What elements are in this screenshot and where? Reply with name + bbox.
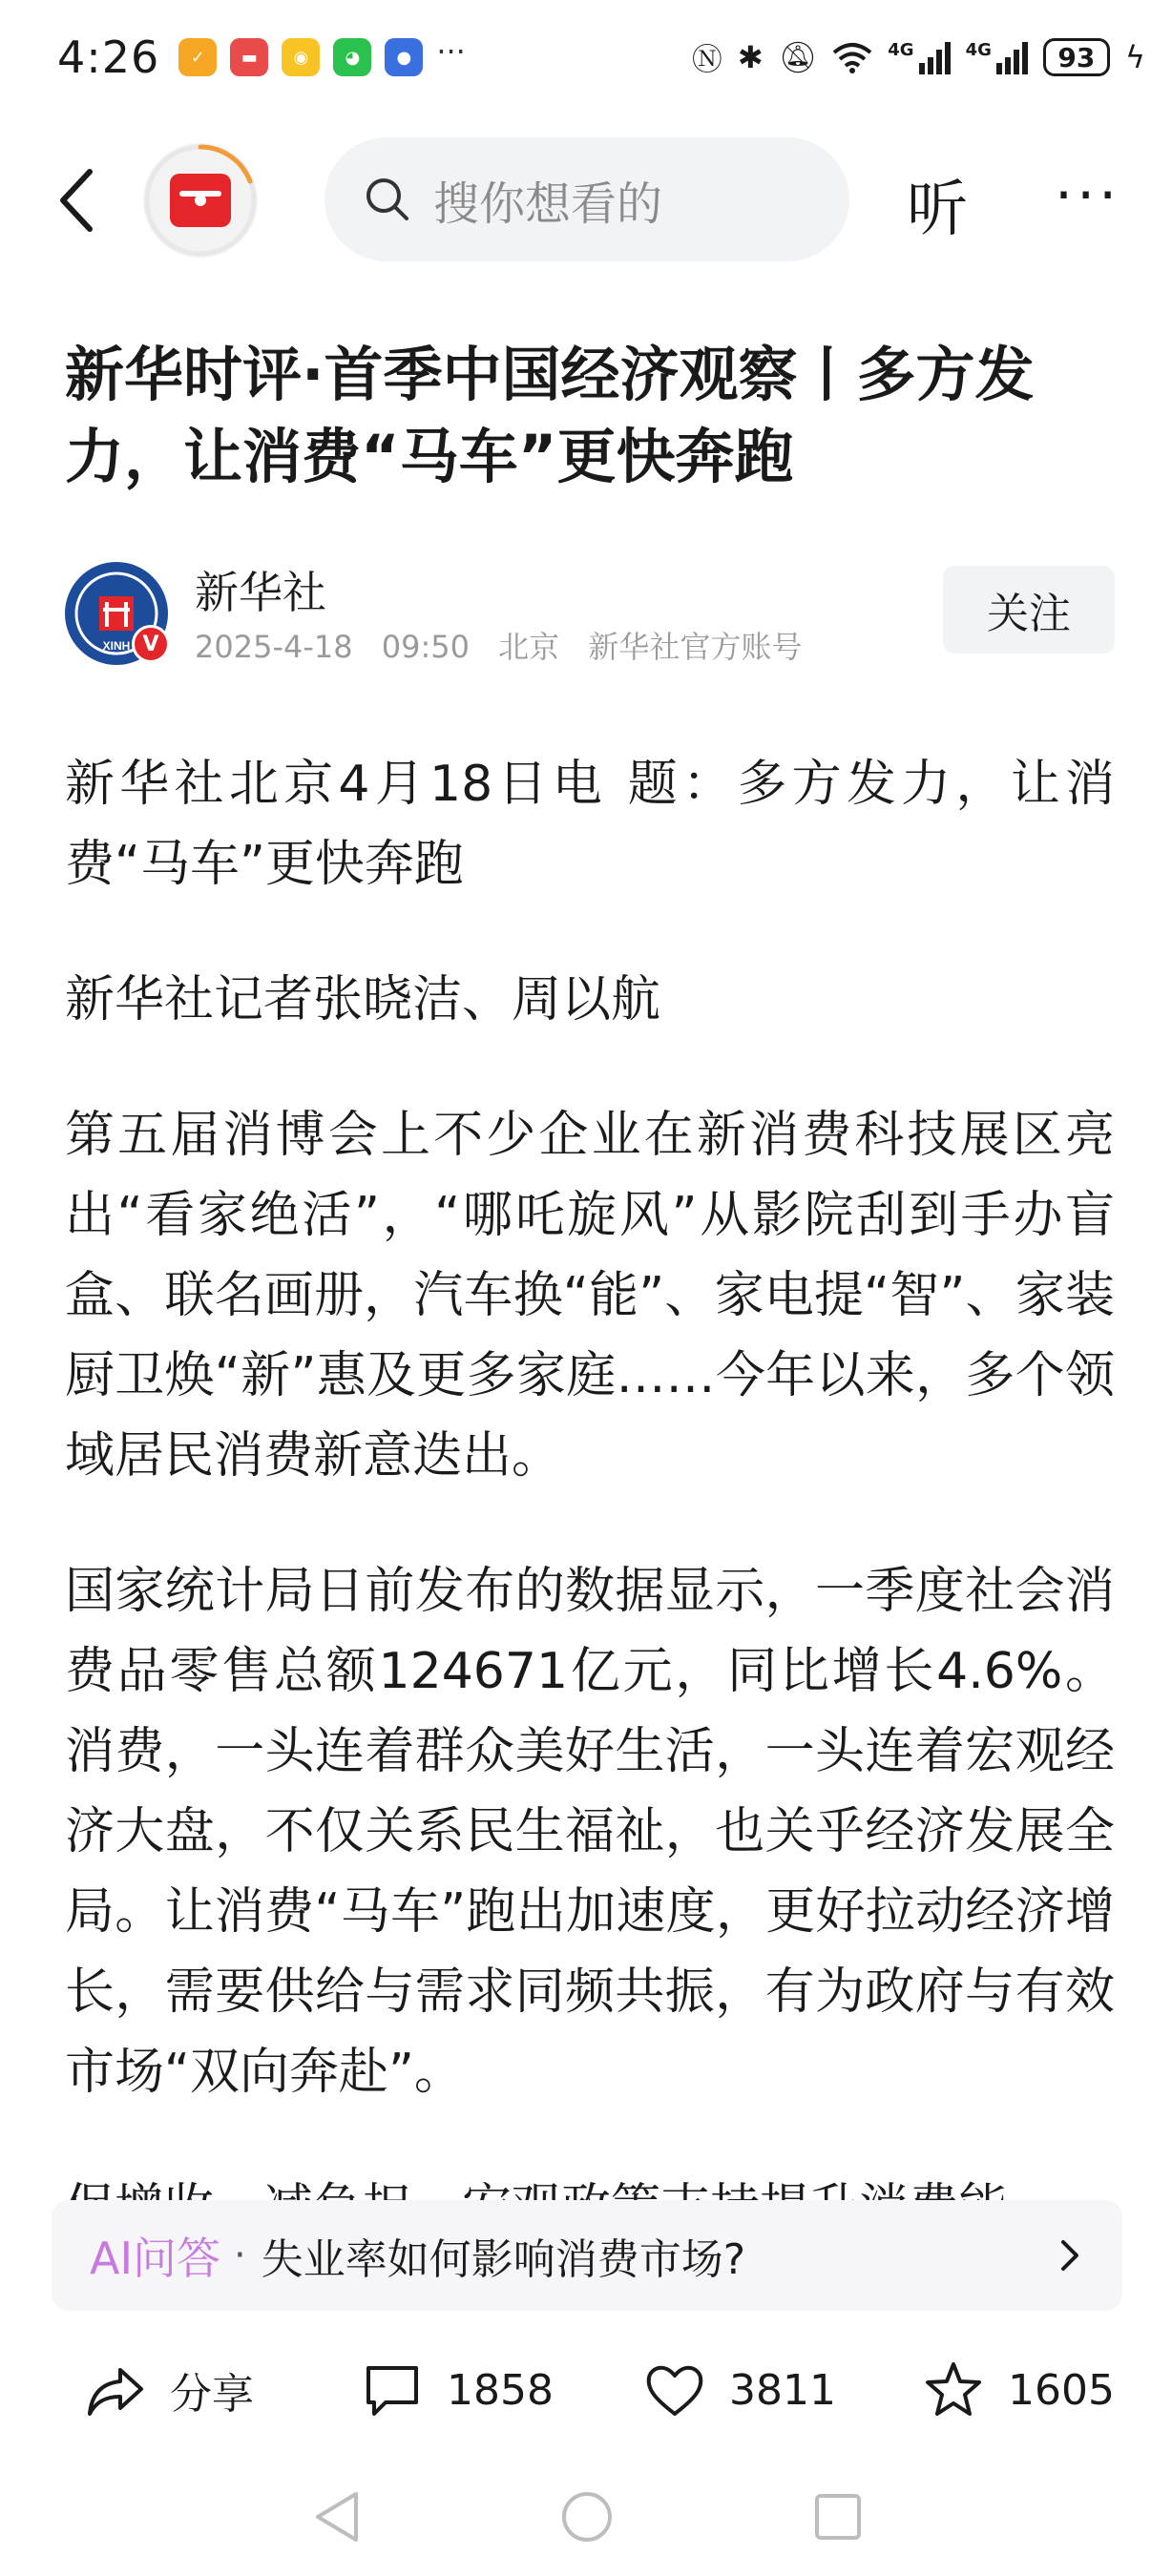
avatar-text: XINH [102,639,131,653]
listen-button[interactable]: 听 [907,175,968,245]
notification-app-icons [178,38,423,76]
network-type-2: 4G [965,40,992,60]
like-count: 3811 [729,2365,836,2415]
signal-strength-icon-2 [966,40,1028,74]
weibo-app-icon: ◉ [282,38,320,76]
charging-icon: ϟ [1124,39,1145,75]
nfc-icon: Ⓝ [691,41,722,77]
article-paragraph: 第五届消博会上不少企业在新消费科技展区亮出“看家绝活”，“哪吒旋风”从影院刮到手办盲盒、联名画册，汽车换“能”、家电提“智”、家装厨卫焕“新”惠及更多家庭……今年以来，多个领域居民消费新意迭出。 [65,1107,1115,1485]
article-paragraph: 国家统计局日前发布的数据显示，一季度社会消费品零售总额124671亿元，同比增长4.6%。消费，一头连着群众美好生活，一头连着宏观经济大盘，不仅关系民生福祉，也关乎经济发展全局。让消费“马车”跑出加速度，更好拉动经济增长，需要供给与需求同频共振，有为政府与有效市场“双向奔赴”。 [65,1563,1115,2101]
follow-button[interactable]: 关注 [943,566,1115,654]
author-row [65,558,1115,673]
comment-icon [361,2358,424,2421]
search-icon [363,175,412,224]
ai-label: AI问答 [90,2233,221,2284]
bluetooth-icon: ✱ [737,39,764,75]
nav-home-icon[interactable] [558,2488,616,2545]
top-nav-bar [0,134,1172,267]
star-icon [922,2358,985,2421]
task-app-icon: ✓ [178,38,217,76]
author-meta [195,623,821,667]
ai-question-text: 失业率如何影响消费市场? [261,2235,746,2284]
wifi-icon [832,41,872,73]
publish-location: 北京 [498,629,560,665]
nav-recents-icon[interactable] [811,2488,865,2545]
status-time: 4:26 [57,31,160,83]
search-placeholder: 搜你想看的 [433,177,663,231]
share-label: 分享 [170,2370,254,2419]
blue-app-icon: ● [385,38,423,76]
favorite-button[interactable] [922,2333,1115,2447]
author-name[interactable]: 新华社 [195,567,326,618]
status-more-indicator: ··· [436,33,466,70]
more-options-button[interactable]: ··· [1055,162,1121,229]
network-type-1: 4G [888,40,914,60]
huawei-app-icon: ▬ [230,38,268,76]
verified-badge-icon: V [132,625,170,663]
wechat-app-icon: ◕ [333,38,371,76]
heart-icon [643,2358,706,2421]
favorite-count: 1605 [1008,2365,1115,2415]
red-packet-icon [170,174,231,227]
publish-date: 2025-4-18 [195,629,353,665]
back-arrow-icon[interactable] [50,166,107,235]
search-input[interactable] [324,137,849,261]
like-button[interactable] [643,2333,836,2447]
publish-time: 09:50 [381,629,470,665]
nav-back-icon[interactable] [310,2488,364,2545]
account-type: 新华社官方账号 [588,629,803,665]
signal-strength-icon-1 [888,40,950,74]
chevron-right-icon [1056,2236,1084,2275]
mute-icon: 🔕︎ [778,39,818,75]
ai-question-bar[interactable] [52,2200,1122,2311]
system-navigation-bar [0,2471,1172,2576]
share-icon [84,2358,147,2421]
ai-separator: · [234,2233,246,2277]
app-logo-button[interactable] [143,143,258,258]
status-bar [0,0,1172,114]
article-paragraph: 新华社北京4月18日电 题：多方发力，让消费“马车”更快奔跑 [65,756,1115,893]
article-paragraph: 新华社记者张晓洁、周以航 [65,971,661,1028]
bottom-action-bar [0,2333,1172,2447]
battery-indicator: 93 [1043,38,1110,76]
article-body [65,744,1115,2204]
article-title: 新华时评·首季中国经济观察丨多方发力，让消费“马车”更快奔跑 [65,340,1035,491]
comment-count: 1858 [447,2365,554,2415]
share-button[interactable] [84,2333,254,2447]
comment-button[interactable] [361,2333,554,2447]
status-right [692,35,1145,79]
